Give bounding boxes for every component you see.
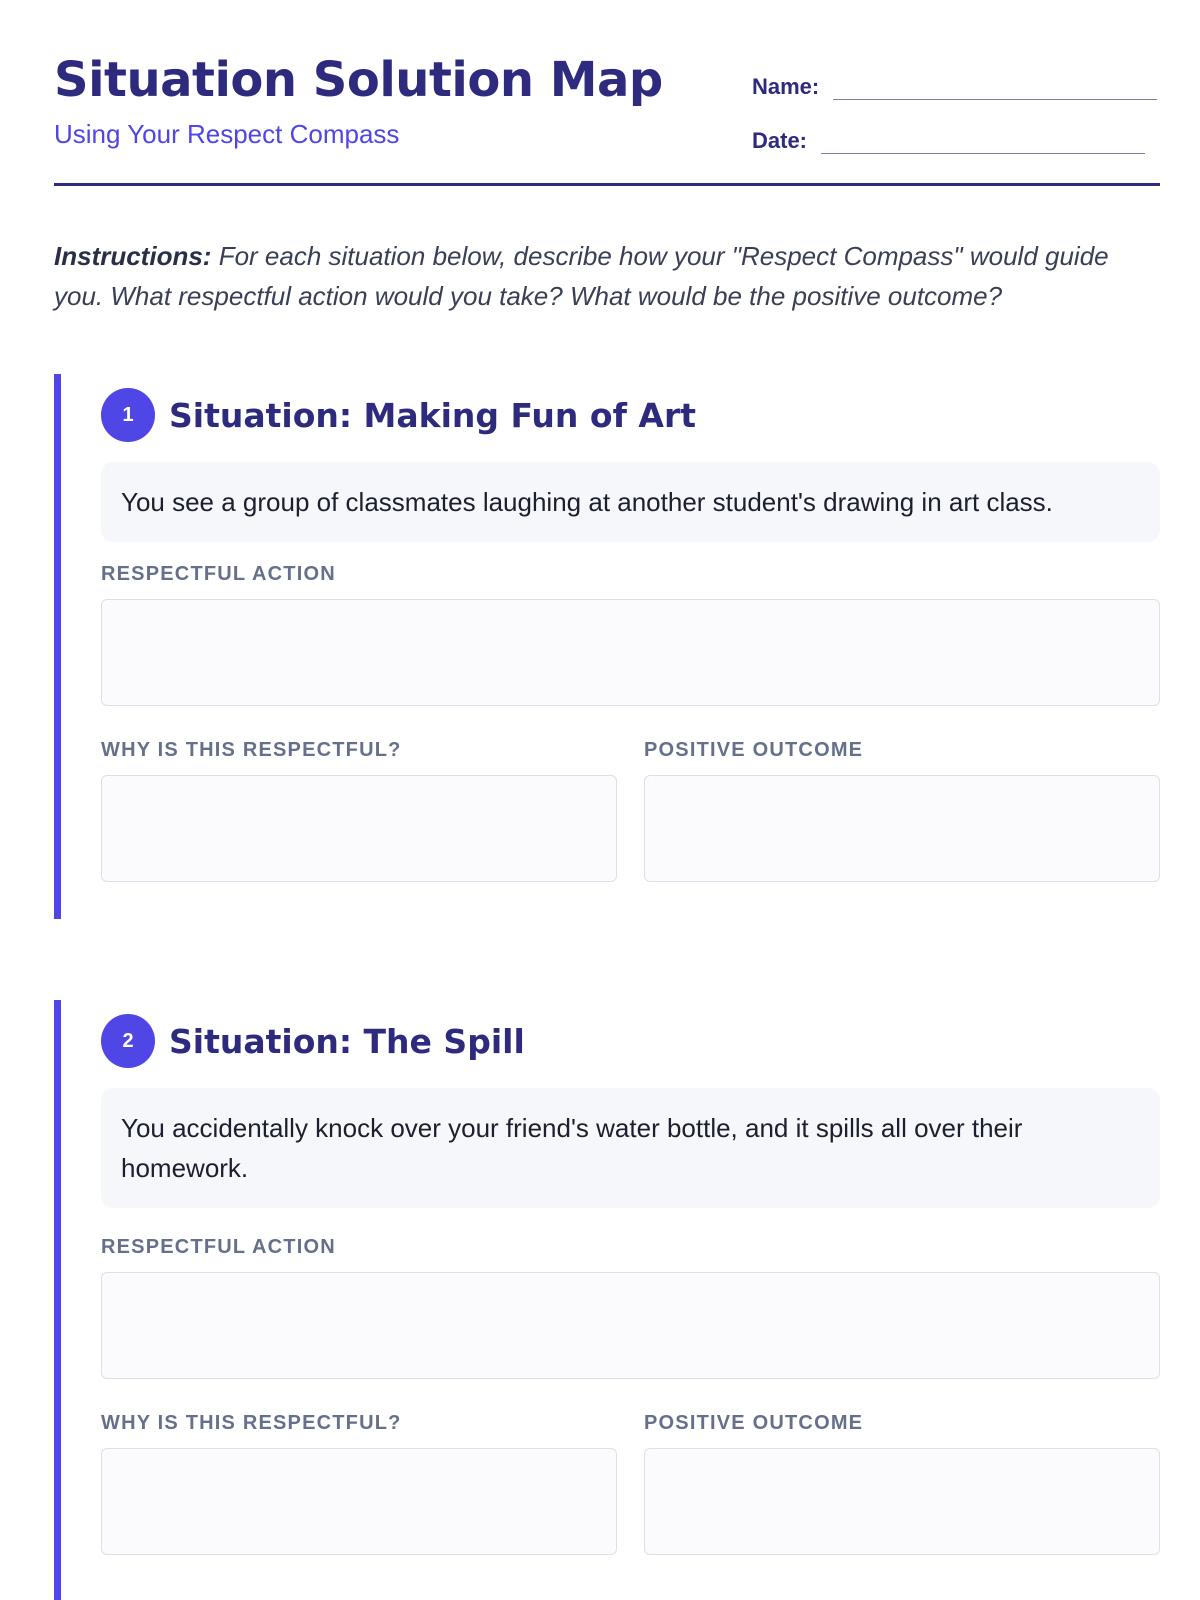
date-field[interactable] (821, 120, 1145, 154)
instructions-label: Instructions: (54, 241, 212, 271)
positive-outcome-label: POSITIVE OUTCOME (644, 1412, 864, 1434)
instructions-text: For each situation below, describe how your "Respect Compass" would guide you. What respectful action would you take? What would be the positive outcome? (54, 241, 1109, 311)
instructions (54, 236, 1154, 316)
why-respectful-box[interactable] (101, 1448, 617, 1555)
page-title: Situation Solution Map (54, 52, 663, 108)
situation-card-1 (54, 374, 1160, 919)
worksheet-page (54, 0, 1160, 1434)
situation-number-badge: 2 (101, 1014, 155, 1068)
positive-outcome-box[interactable] (644, 1448, 1160, 1555)
name-row (752, 66, 1157, 100)
respectful-action-label: RESPECTFUL ACTION (101, 563, 336, 585)
situation-header (101, 1014, 525, 1068)
respectful-action-box[interactable] (101, 1272, 1160, 1379)
name-label: Name: (752, 74, 820, 99)
positive-outcome-label: POSITIVE OUTCOME (644, 739, 864, 761)
date-row (752, 120, 1145, 154)
page-subtitle: Using Your Respect Compass (54, 119, 400, 149)
worksheet-header (54, 0, 1160, 186)
respectful-action-box[interactable] (101, 599, 1160, 706)
situation-title: Situation: Making Fun of Art (169, 395, 697, 435)
situation-title: Situation: The Spill (169, 1021, 525, 1061)
why-respectful-label: WHY IS THIS RESPECTFUL? (101, 739, 402, 761)
why-respectful-box[interactable] (101, 775, 617, 882)
situation-header (101, 388, 696, 442)
situation-scenario: You accidentally knock over your friend's water bottle, and it spills all over their homework. (101, 1088, 1160, 1208)
positive-outcome-box[interactable] (644, 775, 1160, 882)
situation-card-2 (54, 1000, 1160, 1600)
respectful-action-label: RESPECTFUL ACTION (101, 1236, 336, 1258)
situation-scenario: You see a group of classmates laughing at another student's drawing in art class. (101, 462, 1160, 542)
situation-number-badge: 1 (101, 388, 155, 442)
why-respectful-label: WHY IS THIS RESPECTFUL? (101, 1412, 402, 1434)
name-field[interactable] (833, 66, 1157, 100)
date-label: Date: (752, 128, 808, 153)
